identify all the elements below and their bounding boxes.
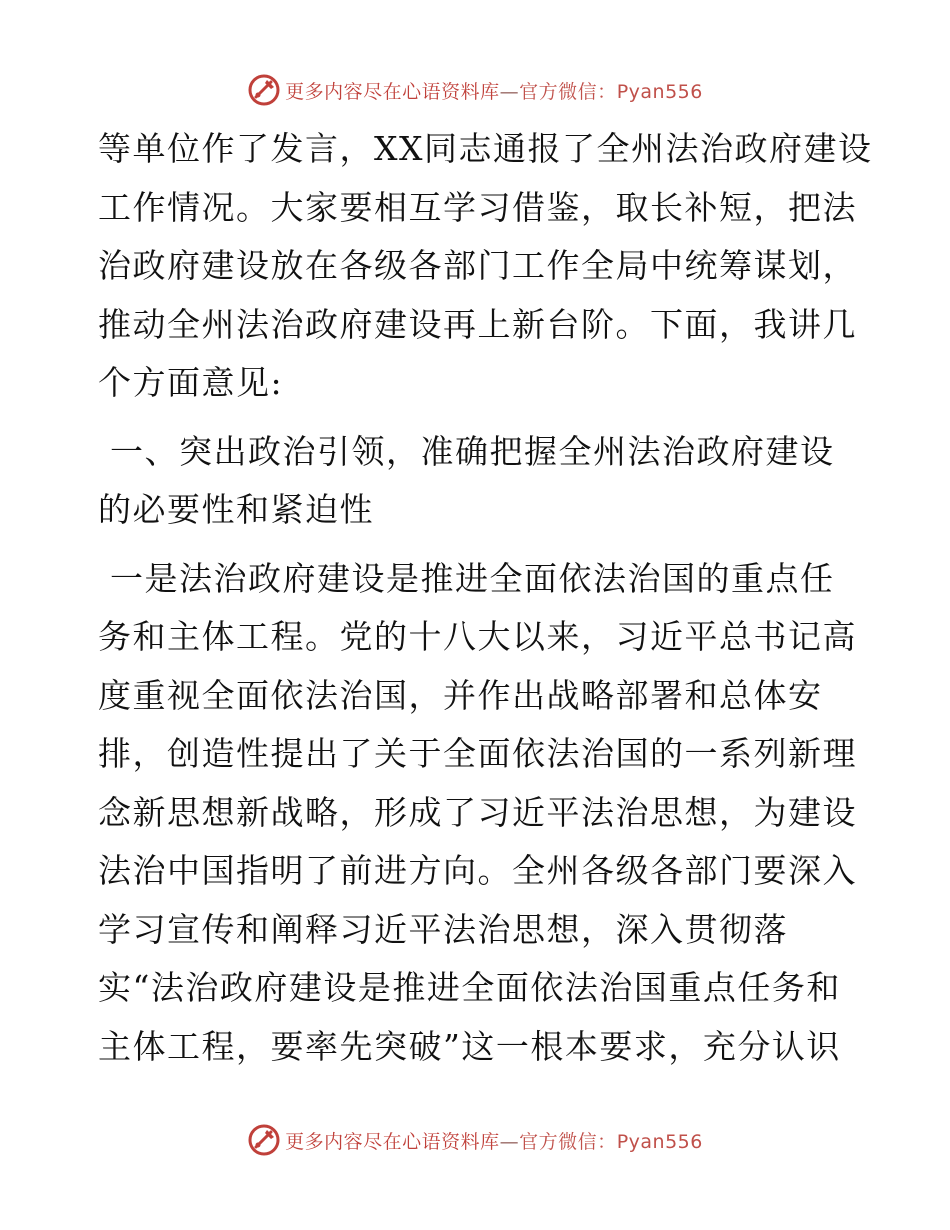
- footer-banner-inner: [247, 1123, 703, 1157]
- section-heading-line-2: 的必要性和紧迫性: [98, 490, 374, 529]
- header-banner-title: 更多内容尽在心语资料库: [285, 80, 500, 103]
- header-banner-text: [285, 77, 703, 104]
- footer-banner-separator: —: [499, 1130, 520, 1153]
- body-line-13: 法治中国指明了前进方向。全州各级各部门要深入: [98, 851, 857, 890]
- body-line-3: 治政府建设放在各级各部门工作全局中统筹谋划，: [98, 246, 857, 285]
- body-line-16: 主体工程，要率先突破”这一根本要求，充分认识: [98, 1026, 841, 1066]
- header-wechat-id: Pyan556: [616, 80, 703, 103]
- body-line-12: 念新思想新战略，形成了习近平法治思想，为建设: [98, 792, 857, 832]
- header-banner-separator: —: [499, 80, 520, 103]
- body-line-1: 等单位作了发言，XX同志通报了全州法治政府建设: [98, 129, 873, 168]
- footer-banner-text: [285, 1127, 703, 1154]
- footer-banner: [0, 1120, 950, 1160]
- body-line-5: 个方面意见:: [98, 363, 284, 402]
- footer-wechat-id: Pyan556: [616, 1130, 703, 1153]
- body-line-11: 排，创造性提出了关于全面依法治国的一系列新理: [98, 734, 857, 773]
- section-heading-line-1: 一、突出政治引领，准确把握全州法治政府建设: [110, 431, 835, 471]
- footer-wechat-label: 官方微信：: [519, 1130, 617, 1153]
- brand-logo-icon: [247, 73, 281, 107]
- body-line-4: 推动全州法治政府建设再上新台阶。下面，我讲几: [98, 304, 857, 344]
- footer-banner-title: 更多内容尽在心语资料库: [285, 1130, 500, 1153]
- document-body: [98, 120, 873, 1076]
- body-line-8: 一是法治政府建设是推进全面依法治国的重点任: [110, 558, 835, 598]
- body-line-2: 工作情况。大家要相互学习借鉴，取长补短，把法: [98, 187, 857, 227]
- body-line-15: 实“法治政府建设是推进全面依法治国重点任务和: [98, 968, 841, 1007]
- body-line-10: 度重视全面依法治国，并作出战略部署和总体安: [98, 675, 823, 715]
- header-banner-inner: [247, 73, 703, 107]
- brand-logo-icon: [247, 1123, 281, 1157]
- body-line-14: 学习宣传和阐释习近平法治思想，深入贯彻落: [98, 909, 788, 949]
- header-banner: [0, 70, 950, 110]
- header-wechat-label: 官方微信：: [519, 80, 617, 103]
- body-line-9: 务和主体工程。党的十八大以来，习近平总书记高: [98, 617, 857, 656]
